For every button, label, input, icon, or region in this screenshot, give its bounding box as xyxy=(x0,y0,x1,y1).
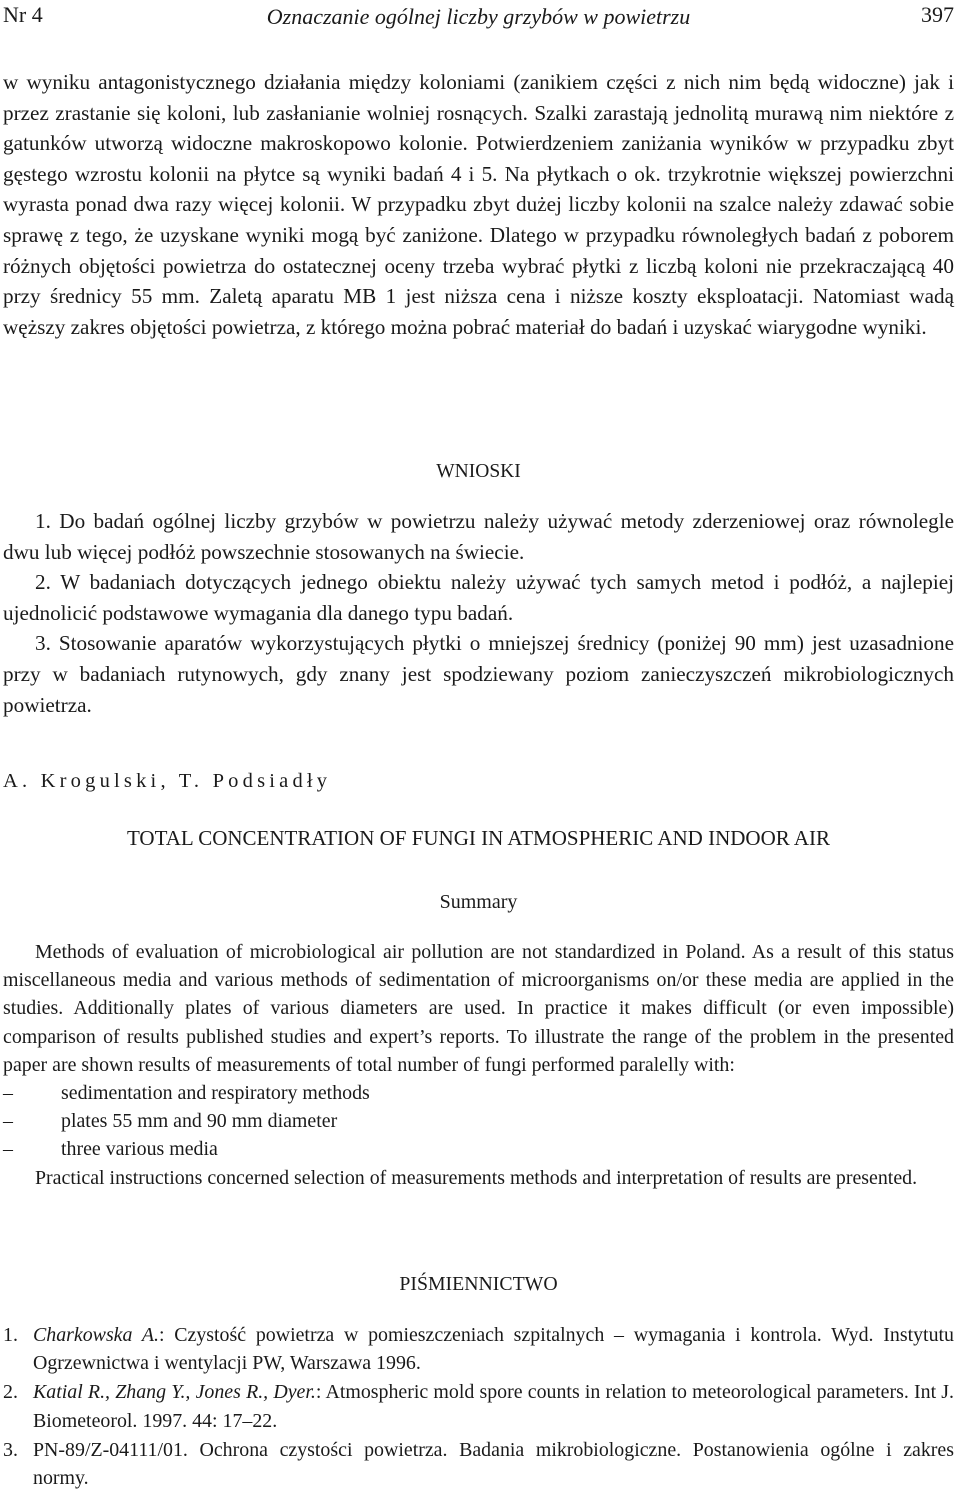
summary-heading: Summary xyxy=(439,891,518,913)
list-item xyxy=(3,1079,954,1107)
summary-title: TOTAL CONCENTRATION OF FUNGI IN ATMOSPHERIC AND INDOOR AIR xyxy=(126,826,831,850)
reference-authors: Katial R., Zhang Y., Jones R., Dyer. xyxy=(33,1381,316,1404)
reference-text: : Czystość powietrza w pomieszczeniach szpitalnych – wymagania i kontrola. Wyd. Instytutu Ogrzewnictwa i wentylacji PW, Warszawa 1996. xyxy=(33,1324,954,1375)
body-section xyxy=(3,67,954,342)
summary-title-wrap xyxy=(3,826,954,851)
page-number: 397 xyxy=(921,2,954,27)
reference-body xyxy=(33,1436,954,1492)
references-list xyxy=(3,1321,954,1493)
summary-authors: A. Krogulski, T. Podsiadły xyxy=(3,770,332,792)
list-item-text: sedimentation and respiratory methods xyxy=(61,1082,370,1105)
list-item xyxy=(3,1135,954,1163)
dash-marker: – xyxy=(3,1082,13,1105)
page-header xyxy=(3,0,954,36)
reference-item xyxy=(3,1378,954,1434)
summary-heading-wrap xyxy=(3,891,954,914)
list-item-text: plates 55 mm and 90 mm diameter xyxy=(61,1110,338,1133)
reference-number: 1. xyxy=(3,1324,18,1346)
list-item-text: three various media xyxy=(61,1138,218,1161)
body-paragraph: w wyniku antagonistycznego działania między koloniami (zanikiem części z nich nim będą widoczne) jak i przez zrastanie się koloni, lub zasłanianie wolniej rosnących. Szalki zarastają jednolitą murawą nim niektóre z gatunków utworzą widoczne makroskopowo kolonie. Potwierdzeniem zaniżania wyników w przypadku zbyt gęstego wzrostu kolonii na płytce są wyniki badań 4 i 5. Na płytkach o ok. trzykrotnie większej powierzchni wyrasta ponad dwa razy więcej kolonii. W przypadku zbyt dużej liczby kolonii na szalce należy zdawać sobie sprawę z tego, że uzyskane wyniki mogą być zaniżone. Dlatego w przypadku równoległych badań z poborem różnych objętości powietrza do ostatecznej oceny trzeba wybrać płytki z liczbą koloni nie przekraczającą 40 przy średnicy 55 mm. Zaletą aparatu MB 1 jest niższa cena i niższe koszty eksploatacji. Natomiast wadą węższy zakres objętości powietrza, z którego można pobrać materiał do badań i uzyskać wiarygodne wyniki. xyxy=(3,70,954,339)
reference-item xyxy=(3,1321,954,1377)
reference-body xyxy=(33,1321,954,1377)
summary-dash-list xyxy=(3,1079,954,1164)
conclusions-heading-wrap xyxy=(3,461,954,483)
reference-number: 2. xyxy=(3,1381,18,1404)
conclusions-list xyxy=(3,506,954,720)
conclusion-item: 2. W badaniach dotyczących jednego obiektu należy używać tych samych metod i podłóż, a najlepiej ujednolicić podstawowe wymagania dla danego typu badań. xyxy=(3,570,954,625)
running-title: Oznaczanie ogólnej liczby grzybów w powietrzu xyxy=(266,4,691,29)
conclusions-heading: WNIOSKI xyxy=(436,461,521,482)
summary-paragraph: Methods of evaluation of microbiological air pollution are not standardized in Poland. As a result of this status miscellaneous media and various methods of sedimentation of microorganisms on/or these media are applied in the studies. Additionally plates of various diameters are used. In practice it makes difficult (or even impossible) comparison of results published studies and expert’s reports. To illustrate the range of the problem in the presented paper are shown results of measurements of total number of fungi performed paralelly with: xyxy=(3,941,954,1076)
dash-marker: – xyxy=(3,1138,13,1161)
issue-number: Nr 4 xyxy=(3,2,43,27)
reference-text: PN-89/Z-04111/01. Ochrona czystości powietrza. Badania mikrobiologiczne. Postanowienia ogólne i zakres normy. xyxy=(33,1438,954,1490)
summary-body xyxy=(3,938,954,1192)
dash-marker: – xyxy=(3,1110,13,1133)
references-heading-wrap xyxy=(3,1273,954,1296)
reference-number: 3. xyxy=(3,1438,18,1461)
conclusion-item: 1. Do badań ogólnej liczby grzybów w powietrzu należy używać metody zderzeniowej oraz równolegle dwu lub więcej podłóż powszechnie stosowanych na świecie. xyxy=(3,509,954,564)
list-item xyxy=(3,1107,954,1135)
conclusion-item: 3. Stosowanie aparatów wykorzystujących płytki o mniejszej średnicy (poniżej 90 mm) jest uzasadnione przy w badaniach rutynowych, gdy znany jest spodziewany poziom zanieczyszczeń mikrobiologicznych powietrza. xyxy=(3,631,954,717)
reference-authors: Charkowska A. xyxy=(33,1324,159,1346)
reference-item xyxy=(3,1436,954,1492)
summary-paragraph: Practical instructions concerned selection of measurements methods and interpretation of results are presented. xyxy=(35,1166,918,1189)
reference-text: : Atmospheric mold spore counts in relation to meteorological parameters. Int J. Biometeorol. 1997. 44: 17–22. xyxy=(33,1381,954,1432)
reference-body xyxy=(33,1378,954,1434)
references-heading: PIŚMIENNICTWO xyxy=(399,1273,558,1295)
